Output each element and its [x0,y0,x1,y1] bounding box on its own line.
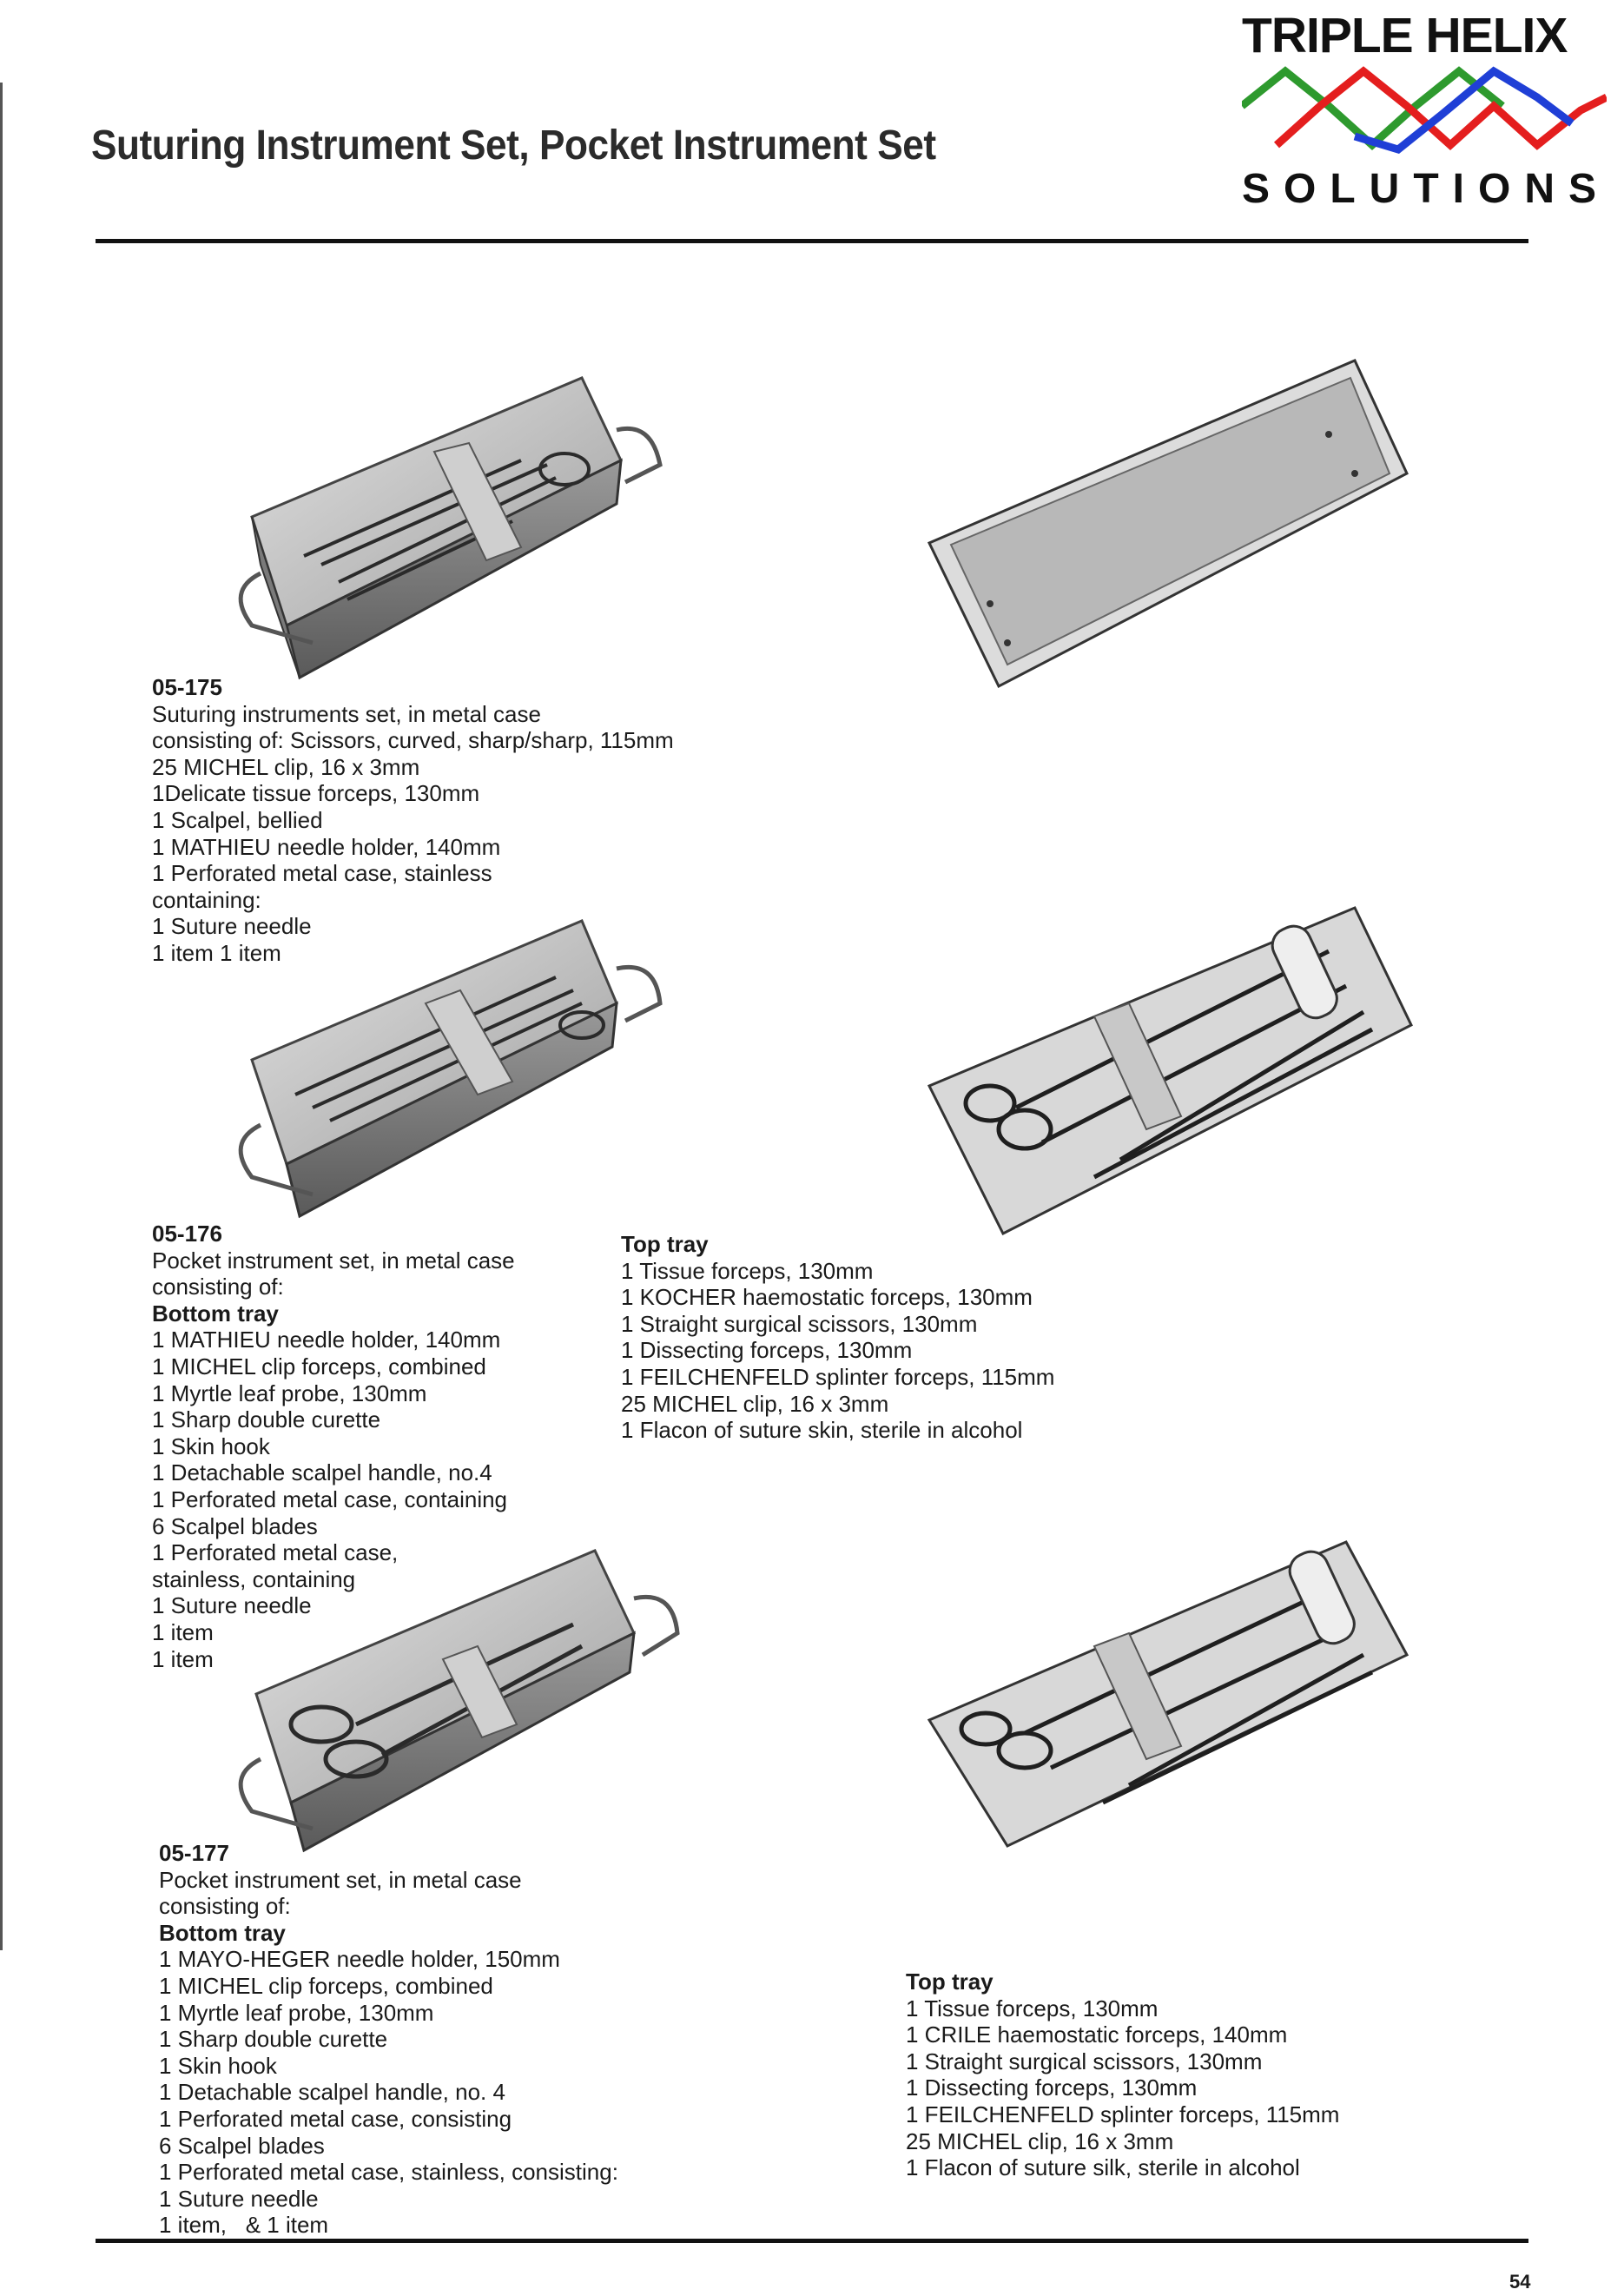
product-code: 05-175 [152,674,222,700]
helix-logo-icon [1242,63,1607,162]
product-line: 1 Flacon of suture silk, sterile in alcohol [906,2154,1300,2181]
product-line: containing: [152,886,261,913]
product-line: 1 Detachable scalpel handle, no. 4 [159,2079,505,2106]
product-line: 1 Skin hook [159,2052,277,2079]
left-margin-rule [0,83,3,1950]
product-photo-05-176-top-tray [921,899,1424,1247]
product-line: 1 CRILE haemostatic forceps, 140mm [906,2021,1288,2048]
logo-wordmark-bottom: SOLUTIONS [1242,166,1611,212]
product-line: 1 MICHEL clip forceps, combined [159,1972,493,1999]
product-photo-05-176-bottom-tray [208,908,747,1238]
product-line: stainless, containing [152,1565,356,1592]
product-line: 1 Tissue forceps, 130mm [621,1257,874,1284]
product-line: consisting of: [159,1893,291,1920]
product-line: 1 Myrtle leaf probe, 130mm [152,1380,427,1406]
product-line: 1 Suture needle [152,1592,312,1619]
product-line: 1 Perforated metal case, containing [152,1485,508,1512]
product-line: consisting of: Scissors, curved, sharp/sharp, 115mm [152,727,674,754]
product-05-177-top-block [906,1968,1339,2181]
product-line: 1 Detachable scalpel handle, no.4 [152,1459,492,1486]
product-line: 1 Perforated metal case, [152,1539,399,1566]
product-line: 1 item, & 1 item [159,2212,329,2239]
product-line: 1 Dissecting forceps, 130mm [621,1337,913,1364]
page-number: 54 [1509,2271,1531,2293]
product-line: 1 KOCHER haemostatic forceps, 130mm [621,1284,1033,1311]
product-line: 1 Perforated metal case, stainless, consisting: [159,2159,618,2186]
product-line: Pocket instrument set, in metal case [152,1247,515,1274]
product-line: 1 FEILCHENFELD splinter forceps, 115mm [906,2101,1340,2127]
product-line: 1 MATHIEU needle holder, 140mm [152,1327,501,1353]
product-line: 1 Flacon of suture skin, sterile in alcohol [621,1417,1023,1444]
product-line: 1 Dissecting forceps, 130mm [906,2074,1198,2101]
product-photo-05-175-case [208,365,747,708]
top-tray-heading: Top tray [906,1968,994,1995]
product-photo-05-177-top-tray [921,1533,1420,1855]
product-line: 1 Straight surgical scissors, 130mm [621,1310,978,1337]
product-code: 05-177 [159,1840,229,1866]
bottom-tray-heading: Bottom tray [152,1300,279,1327]
product-line: 25 MICHEL clip, 16 x 3mm [906,2127,1174,2154]
product-line: 1 MICHEL clip forceps, combined [152,1353,486,1380]
page-title: Suturing Instrument Set, Pocket Instrument Set [91,122,936,169]
product-05-176-top-block [621,1231,1054,1444]
product-line: 1 Myrtle leaf probe, 130mm [159,1999,434,2026]
footer-rule [96,2239,1528,2243]
product-photo-05-175-lid [921,352,1416,699]
product-line: 1 item 1 item [152,939,281,966]
product-line: 1 Suture needle [159,2185,319,2212]
logo-wordmark-top: TRIPLE HELIX [1242,8,1568,63]
product-line: 6 Scalpel blades [159,2132,325,2159]
product-line: Pocket instrument set, in metal case [159,1866,522,1893]
product-line: 1Delicate tissue forceps, 130mm [152,780,480,807]
product-line: 25 MICHEL clip, 16 x 3mm [152,753,420,780]
bottom-tray-heading: Bottom tray [159,1919,286,1946]
product-line: 25 MICHEL clip, 16 x 3mm [621,1390,889,1417]
product-code: 05-176 [152,1221,222,1247]
product-line: 1 Scalpel, bellied [152,806,323,833]
product-line: 1 Perforated metal case, stainless [152,860,492,887]
product-line: 1 Sharp double curette [159,2026,388,2053]
top-tray-heading: Top tray [621,1231,709,1257]
product-line: 1 MAYO-HEGER needle holder, 150mm [159,1946,560,1973]
product-line: 1 item [152,1645,214,1672]
product-line: 6 Scalpel blades [152,1512,318,1539]
product-line: 1 MATHIEU needle holder, 140mm [152,833,501,860]
product-line: 1 Straight surgical scissors, 130mm [906,2048,1263,2074]
product-line: Suturing instruments set, in metal case [152,700,541,727]
product-05-177-bottom-block [159,1840,618,2239]
product-line: 1 Perforated metal case, consisting [159,2105,512,2132]
product-line: 1 item [152,1618,214,1645]
product-line: 1 Suture needle [152,913,312,940]
product-line: 1 Sharp double curette [152,1406,381,1433]
product-line: 1 Skin hook [152,1433,270,1459]
product-photo-05-177-bottom-tray [208,1542,764,1872]
product-line: 1 Tissue forceps, 130mm [906,1995,1159,2021]
header-rule [96,239,1528,243]
product-line: 1 FEILCHENFELD splinter forceps, 115mm [621,1363,1055,1390]
product-line: consisting of: [152,1274,284,1300]
